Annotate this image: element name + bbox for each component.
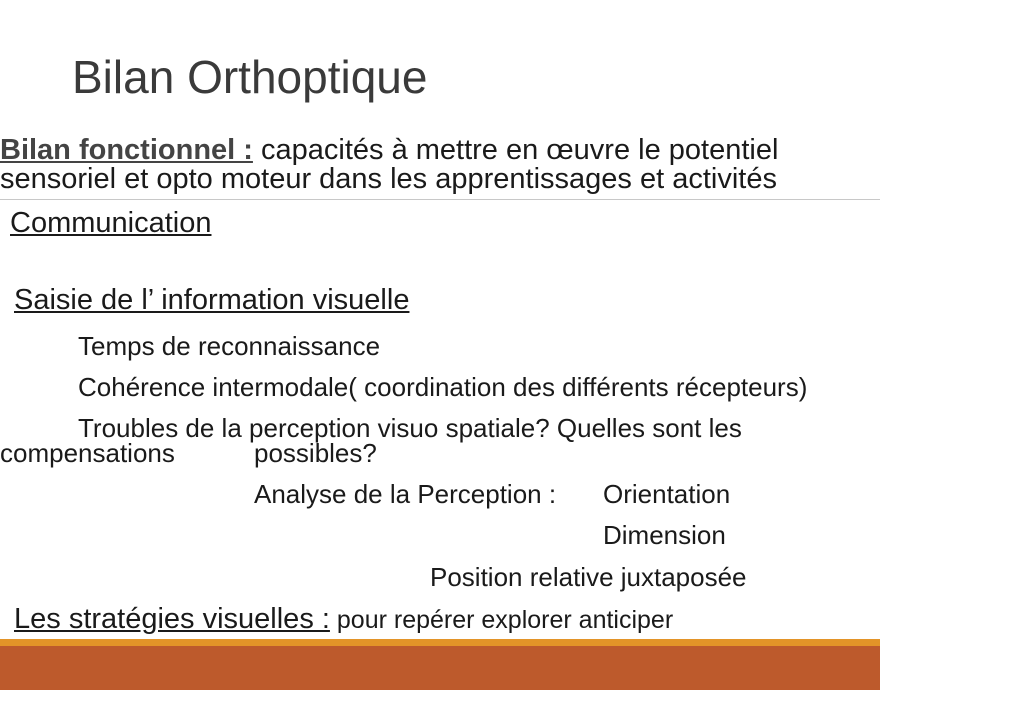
heading-saisie: Saisie de l’ information visuelle — [14, 284, 410, 316]
heading-communication: Communication — [10, 207, 212, 239]
lead-line-2: sensoriel et opto moteur dans les apprentissages et activités — [0, 163, 777, 195]
strategies-text: pour repérer explorer anticiper — [329, 606, 674, 634]
item-temps: Temps de reconnaissance — [78, 331, 381, 361]
strategies-line — [14, 605, 673, 634]
footer-bar — [0, 646, 880, 690]
item-dimension: Dimension — [603, 520, 726, 550]
item-coherence: Cohérence intermodale( coordination des différents récepteurs) — [78, 372, 808, 402]
divider — [0, 199, 880, 200]
item-position: Position relative juxtaposée — [430, 562, 747, 592]
item-possibles: possibles? — [254, 438, 377, 468]
item-analyse: Analyse de la Perception : — [254, 479, 557, 509]
item-orientation: Orientation — [603, 479, 731, 509]
item-troubles: Troubles de la perception visuo spatiale? Quelles sont les — [78, 413, 742, 443]
lead-label: Bilan fonctionnel : — [0, 134, 253, 166]
lead-text: capacités à mettre en œuvre le potentiel — [252, 134, 779, 166]
lead-line — [0, 136, 778, 165]
strategies-label: Les stratégies visuelles : — [14, 603, 330, 635]
footer-bar-accent — [0, 639, 880, 646]
slide-title: Bilan Orthoptique — [72, 51, 428, 103]
item-compensations: compensations — [0, 438, 175, 468]
